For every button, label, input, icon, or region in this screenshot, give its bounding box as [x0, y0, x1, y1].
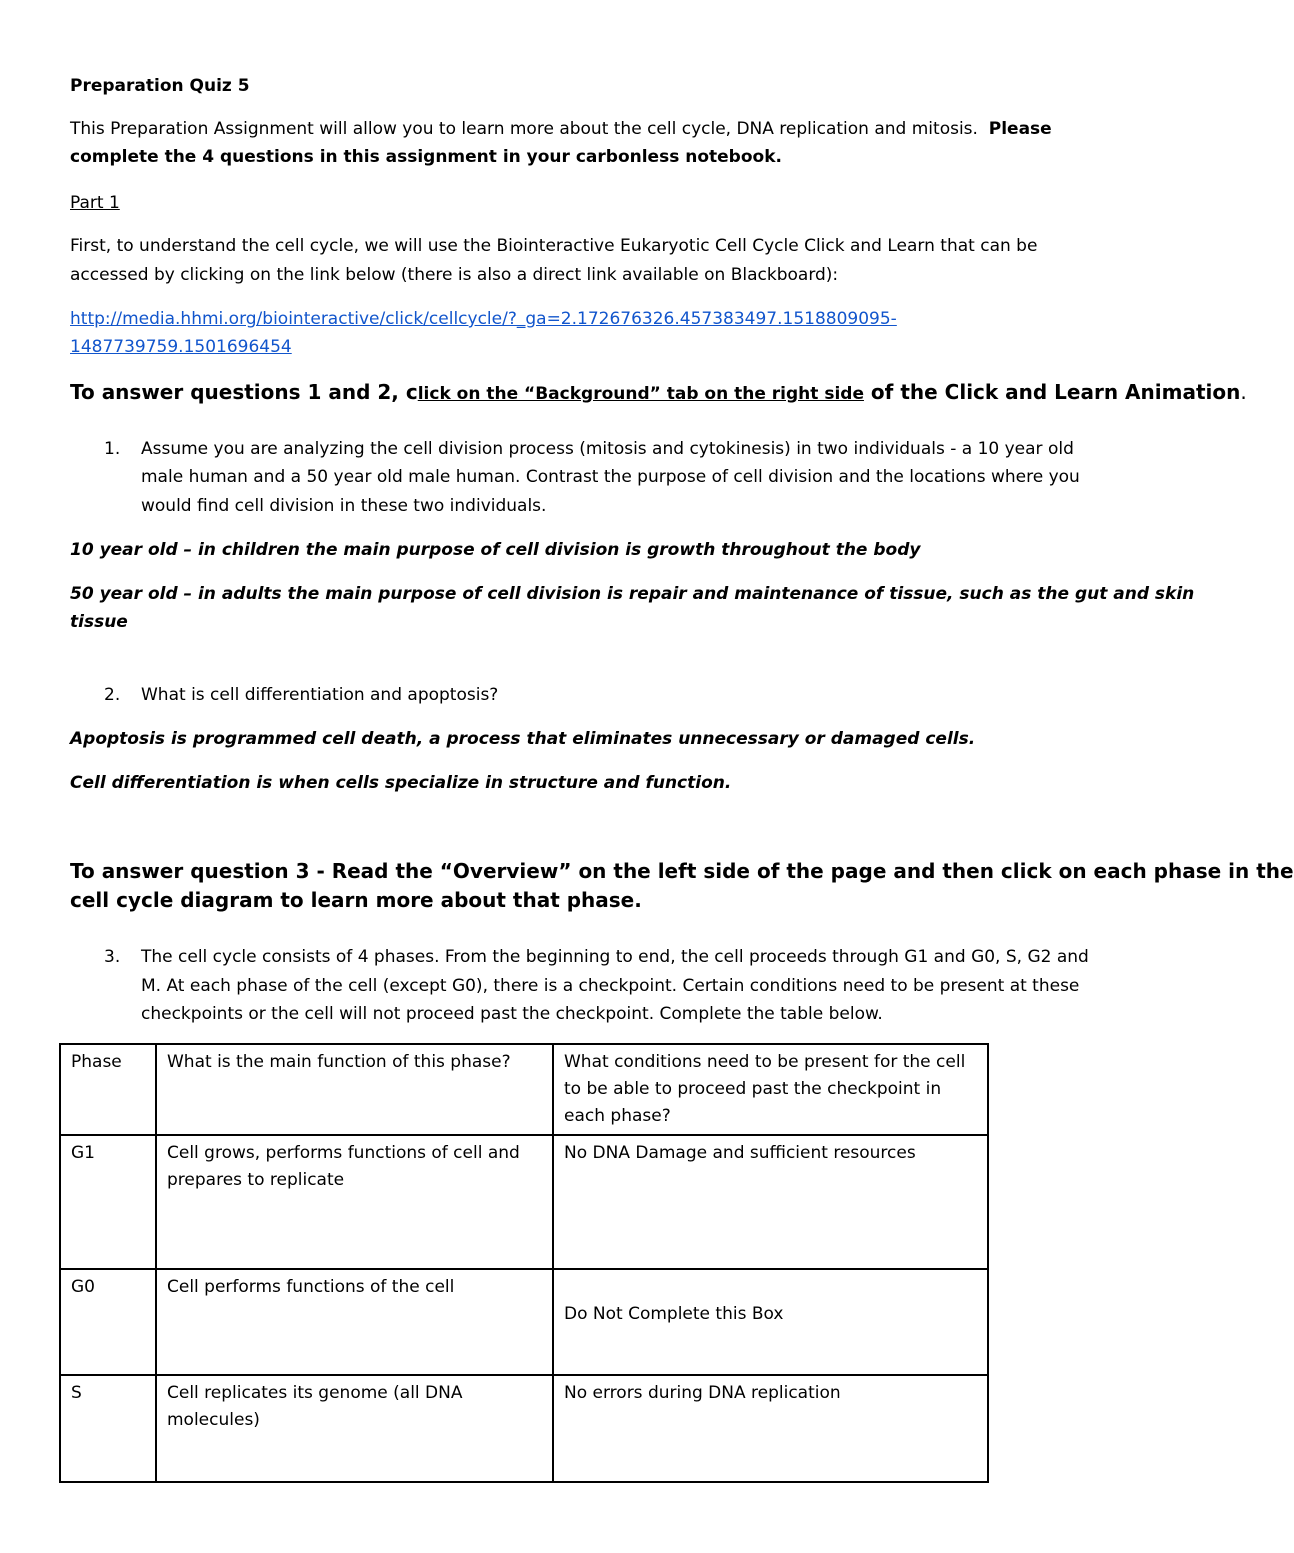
- cell-function: Cell performs functions of the cell: [156, 1269, 553, 1375]
- table-row: [60, 1135, 988, 1269]
- cell-function: Cell grows, performs functions of cell and prepares to replicate: [156, 1135, 553, 1269]
- question-3-line-1: The cell cycle consists of 4 phases. From the beginning to end, the cell proceeds through G1 and G0, S, G2 and: [141, 947, 1089, 967]
- page-title: Preparation Quiz 5: [70, 76, 250, 96]
- instruction-1-part-c: of the Click and Learn Animation: [863, 380, 1241, 404]
- answer-1-fifty-year-old-line-1: 50 year old – in adults the main purpose of cell division is repair and maintenance of tissue, such as the gut and skin: [70, 584, 1195, 604]
- cell-phase: S: [60, 1375, 156, 1482]
- instruction-1-period: .: [1240, 380, 1247, 404]
- table-header-row: [60, 1044, 988, 1135]
- header-main-function: What is the main function of this phase?: [156, 1044, 553, 1135]
- question-3-line-2: M. At each phase of the cell (except G0), there is a checkpoint. Certain conditions need to be present at these: [141, 976, 1080, 996]
- cellcycle-link-line-1[interactable]: http://media.hhmi.org/biointeractive/click/cellcycle/?_ga=2.172676326.457383497.1518809095-: [70, 309, 897, 329]
- intro-plain: This Preparation Assignment will allow you to learn more about the cell cycle, DNA replication and mitosis.: [70, 119, 978, 139]
- cell-conditions: No DNA Damage and sufficient resources: [553, 1135, 988, 1269]
- cell-phase: G1: [60, 1135, 156, 1269]
- part-1-paragraph-line-2: accessed by clicking on the link below (there is also a direct link available on Blackboard):: [70, 265, 839, 285]
- cellcycle-link-line-2[interactable]: 1487739759.1501696454: [70, 337, 292, 357]
- answer-2-apoptosis: Apoptosis is programmed cell death, a process that eliminates unnecessary or damaged cells.: [70, 729, 976, 749]
- cell-conditions: Do Not Complete this Box: [553, 1269, 988, 1375]
- part-1-paragraph-line-1: First, to understand the cell cycle, we will use the Biointeractive Eukaryotic Cell Cycle Click and Learn that can be: [70, 236, 1038, 256]
- question-1-line-3: would find cell division in these two individuals.: [141, 496, 547, 516]
- question-3-number: 3.: [104, 947, 121, 967]
- intro-bold-line-2: complete the 4 questions in this assignment in your carbonless notebook.: [70, 147, 782, 167]
- cell-cycle-table: [59, 1043, 989, 1483]
- intro-line-1: [70, 115, 1052, 144]
- question-2-number: 2.: [104, 685, 121, 705]
- answer-2-differentiation: Cell differentiation is when cells specialize in structure and function.: [70, 773, 732, 793]
- instruction-questions-1-2: [70, 378, 1247, 409]
- instruction-question-3-line-2: cell cycle diagram to learn more about that phase.: [70, 888, 642, 912]
- cell-phase: G0: [60, 1269, 156, 1375]
- instruction-question-3-line-1: To answer question 3 - Read the “Overview” on the left side of the page and then click on each phase in the: [70, 859, 1294, 883]
- cell-conditions: No errors during DNA replication: [553, 1375, 988, 1482]
- answer-1-ten-year-old: 10 year old – in children the main purpose of cell division is growth throughout the body: [70, 540, 921, 560]
- question-3-line-3: checkpoints or the cell will not proceed past the checkpoint. Complete the table below.: [141, 1004, 883, 1024]
- instruction-1-underlined: lick on the “Background” tab on the right side: [417, 384, 864, 404]
- part-1-heading: Part 1: [70, 193, 120, 213]
- question-2-text: What is cell differentiation and apoptosis?: [141, 685, 499, 705]
- header-checkpoint-conditions: What conditions need to be present for the cell to be able to proceed past the checkpoint in each phase?: [553, 1044, 988, 1135]
- question-1-line-1: Assume you are analyzing the cell division process (mitosis and cytokinesis) in two individuals - a 10 year old: [141, 439, 1074, 459]
- intro-bold-start: Please: [988, 119, 1052, 139]
- table-row: [60, 1269, 988, 1375]
- answer-1-fifty-year-old-line-2: tissue: [70, 612, 128, 632]
- question-1-number: 1.: [104, 439, 121, 459]
- question-1-line-2: male human and a 50 year old male human. Contrast the purpose of cell division and the locations where you: [141, 467, 1080, 487]
- instruction-1-part-a: To answer questions 1 and 2, c: [70, 380, 418, 404]
- cell-function: Cell replicates its genome (all DNA molecules): [156, 1375, 553, 1482]
- header-phase: Phase: [60, 1044, 156, 1135]
- table-row: [60, 1375, 988, 1482]
